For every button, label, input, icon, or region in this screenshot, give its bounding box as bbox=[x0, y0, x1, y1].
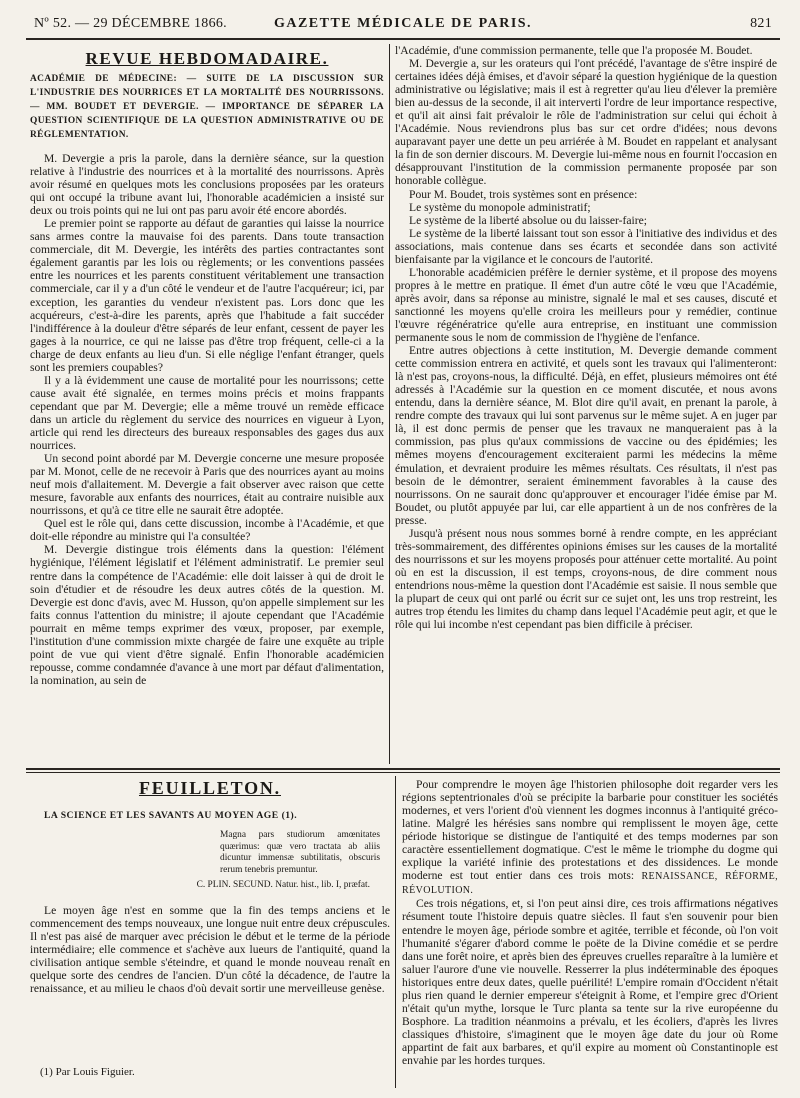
paragraph-text: Pour comprendre le moyen âge l'historien philosophe doit regarder vers les régions septentrionales d'où se précipite la barbarie pour constituer les sociétés modernes, et vers l'orient d'où viennent les dogmes inconnus à l'antiquité gréco-latine. Malgré les hérésies sans nombre qui remplissent le moyen âge, cette période historique se distingue de l'antiquité et des temps modernes par son caractère essentiellement dogmatique. C'est le même le triomphe du dogme qui explique la variété infinie des protestations et des dissidences. Le monde moderne est tout entier dans ces trois mots: bbox=[402, 778, 778, 883]
paragraph: Il y a là évidemment une cause de mortalité pour les nourrissons; cette cause avait été signalée, en termes moins précis et moins frappants cependant que par M. Devergie; elle a même trouvé un remède efficace dans un article du règlement du service des nourrices en vigueur à Lyon, article qui rend les directeurs des bureaux responsables des gages dus aux nourrices. bbox=[30, 373, 384, 453]
paragraph: Le moyen âge n'est en somme que la fin des temps anciens et le commencement des temps nouveaux, une longue nuit entre deux crépuscules. Il n'est pas aisé de marquer avec précision le début et le terme de la période intermédiaire; elle commence et s'achève aux lueurs de l'antiquité, quand la civilisation antique semble s'éteindre, et quand le monde nouveau renaît en quelque sorte des cendres de l'ancien. D'un côté la décadence, de l'autre la renaissance, et au milieu le chaos d'où devait sortir une merveilleuse genèse. bbox=[30, 903, 390, 995]
paragraph: Un second point abordé par M. Devergie concerne une mesure proposée par M. Monot, celle de ne recevoir à Paris que des nourrices ayant au moins neuf mois d'allaitement. M. Devergie a fait observer avec raison que cette mesure, favorable aux enfants des nourrices, était au contraire nuisible aux nourrissons, et qu'à ce titre elle ne saurait être adoptée. bbox=[30, 452, 384, 518]
paragraph: Le système de la liberté laissant tout son essor à l'initiative des individus et des associations, mais contenue dans ses écarts et secondée dans son activité bienfaisante par la vigilance et le concours de l'autorité. bbox=[395, 226, 777, 266]
column-divider-top bbox=[389, 44, 390, 764]
revue-column-right bbox=[395, 44, 777, 764]
feuilleton-title: FEUILLETON. bbox=[138, 778, 281, 798]
feuilleton-rule bbox=[26, 768, 780, 770]
three-words: RENAISSANCE, RÉFORME, RÉVOLUTION. bbox=[402, 871, 778, 897]
paragraph: Quel est le rôle qui, dans cette discussion, incombe à l'Académie, et que doit-elle répondre au ministre qui l'a consultée? bbox=[30, 517, 384, 544]
feuilleton-rule-2 bbox=[26, 772, 780, 773]
issue-date: Nº 52. — 29 DÉCEMBRE 1866. bbox=[34, 16, 227, 31]
journal-title: GAZETTE MÉDICALE DE PARIS. bbox=[273, 16, 533, 31]
epigraph: Magna pars studiorum amœnitates quærimus: quæ vero tractata ab aliis dicuntur immensæ subtilitatis, obscuris rerum tenebris premuntur. bbox=[220, 830, 380, 875]
footnote: (1) Par Louis Figuier. bbox=[40, 1066, 135, 1078]
feuilleton-column-right bbox=[402, 778, 778, 1090]
paragraph: Le premier point se rapporte au défaut de garanties qui laisse la nourrice sans armes contre la mauvaise foi des parents. Dans toute transaction commerciale, dit M. Devergie, les intérêts des parties contractantes sont également garantis par les lois ou règlements; or les conventions passées entre les nourrices et les parents constituent véritablement une transaction commerciale, car il y a d'un côté le vendeur et de l'autre l'acquéreur; ici, par exception, les garanties du vendeur n'existent pas. Lors donc que les acquéreurs, c'est-à-dire les parents, après que l'habitude a fait succéder l'indifférence à la douleur d'être séparés de leur enfant, cessent de payer les gages à la nourrice, ce qui ne laisse pas d'être trop fréquent, celle-ci a la charge de deux enfants au lieu d'un. Si elle néglige l'enfant étranger, quels sont les premiers coupables? bbox=[30, 217, 384, 374]
page-number: 821 bbox=[750, 16, 772, 31]
header-rule bbox=[26, 38, 780, 40]
paragraph: Le système de la liberté absolue ou du laisser-faire; bbox=[409, 213, 647, 227]
paragraph: M. Devergie distingue trois éléments dans la question: l'élément hygiénique, l'élément législatif et l'élément administratif. Le premier seul rentre dans la compétence de l'Académie: elle doit laisser à qui de droit le soin d'étudier et de résoudre les deux autres côtés de la question. M. Devergie est donc d'avis, avec M. Husson, qu'on appelle simplement sur les faits connus l'attention du ministre; il ajoute cependant que l'Académie pourrait en même temps exprimer des vœux, proposer, par exemple, l'institution d'une commission mixte chargée de faire une exquête au triple point de vue qui vient d'être signalé. Enfin l'honorable académicien repousse, comme condamnée d'avance à une mort par défaut d'alimentation, la nomination, au sein de bbox=[30, 543, 384, 687]
paragraph: L'honorable académicien préfère le dernier système, et il propose des moyens propres à le mettre en pratique. Il émet d'un autre côté le vœu que l'Académie, après avoir, dans sa réponse au ministre, signalé le mal et ses causes, discuté et sanctionné les moyens qu'elle croira les meilleurs pour y remédier, continue l'œuvre régénératrice qu'elle aura entreprise, en instituant une commission permanente sous le nom de commission de l'hygiène de l'enfance. bbox=[395, 265, 777, 345]
paragraph: Entre autres objections à cette institution, M. Devergie demande comment cette commission entrera en activité, et quels sont les travaux qui l'alimenteront: là n'est pas, croyons-nous, la difficulté. Déjà, en effet, plusieurs mémoires ont été adressés à l'Académie sur la question en ce moment discutée, et nous avons entendu, dans la dernière séance, M. Blot dire qu'il avait, en prenant la parole, à rendre compte des travaux qui lui sont parvenus sur le même sujet. A en juger par là, il est donc permis de penser que les travaux ne manqueraient pas à la commission, pas plus qu'aux commissions de vaccine ou des épidémies; les mêmes moyens d'encouragement exciteraient parmi les médecins la même émulation, et devraient produire les mêmes résultats. Ces résultats, il n'est pas besoin de le démontrer, seraient éminemment favorables à la cause des nourrissons. On ne saurait donc qu'approuver et encourager l'idée émise par M. Boudet, ou plutôt appuyée par lui, car elle appartient à un de nos confrères de la presse. bbox=[395, 344, 777, 527]
paragraph bbox=[402, 778, 778, 897]
paragraph: M. Devergie a, sur les orateurs qui l'ont précédé, l'avantage de s'être inspiré de certaines idées déjà émises, et d'avoir séparé la question hygiénique de la question administrative ou législative; mais il est à regretter qu'au lieu d'élever la première bien au-dessus de la seconde, il ait interverti l'ordre de leur importance respective, et qu'il ait ainsi fait prévaloir le rôle de l'administration sur celui qui échoit à l'Académie. Nous reviendrons plus bas sur cet ordre d'idées; nous devons auparavant payer une dette un peu arriérée à M. Boudet en rappelant et analysant la fin de son dernier discours. M. Devergie lui-même nous en fournit l'occasion en désapprouvant l'institution de la commission permanente proposée par son honorable collègue. bbox=[395, 57, 777, 188]
paragraph: M. Devergie a pris la parole, dans la dernière séance, sur la question relative à l'industrie des nourrices et à la mortalité des nourrissons. Après avoir résumé en quelques mots les conclusions proposées par les orateurs qui ont occupé la tribune avant lui, l'honorable académicien a insisté sur deux ou trois points qui ne lui ont pas paru avoir été encore abordés. bbox=[30, 152, 384, 218]
revue-summary: ACADÉMIE DE MÉDECINE: — SUITE DE LA DISCUSSION SUR L'INDUSTRIE DES NOURRICES ET LA MORTALITÉ DES NOURRISSONS. — MM. BOUDET ET DEVERGIE. — IMPORTANCE DE SÉPARER LA QUESTION SCIENTIFIQUE DE LA QUESTION ADMINISTRATIVE OU DE RÉGLEMENTATION. bbox=[30, 74, 384, 140]
revue-title: REVUE HEBDOMADAIRE. bbox=[85, 49, 329, 68]
revue-column-left bbox=[30, 44, 384, 764]
column-divider-bottom bbox=[395, 776, 396, 1088]
paragraph: Pour M. Boudet, trois systèmes sont en présence: bbox=[409, 187, 638, 201]
epigraph-source: C. PLIN. SECUND. Natur. hist., lib. I, præfat. bbox=[196, 880, 370, 891]
article-title: LA SCIENCE ET LES SAVANTS AU MOYEN AGE (1). bbox=[44, 810, 298, 822]
page-header bbox=[28, 14, 778, 36]
paragraph: Jusqu'à présent nous nous sommes borné à rendre compte, en les appréciant très-sommairement, des différentes opinions émises sur les causes de la mortalité des nourrissons et sur les moyens proposés pour atténuer cette mortalité. Au point où en est la discussion, il est temps, croyons-nous, de dire comment nous entendrions nous-même la question dont l'Académie est saisie. Il nous semble que la plupart de ceux qui ont parlé ou écrit sur ce sujet ont, les uns trop restreint, les autres trop étendu les limites du champ dans lequel l'Académie peut agir, et que le rôle qui lui incombe n'est cependant pas bien difficile à préciser. bbox=[395, 526, 777, 632]
paragraph: Ces trois négations, et, si l'on peut ainsi dire, ces trois affirmations négatives résument toute l'histoire depuis quatre siècles. Il faut s'en souvenir pour bien entendre le moyen âge, période sombre et agitée, terrible et féconde, où l'on voit l'humanité s'égarer d'abord comme le poëte de la Divine comédie et se perdre dans une forêt noire, et après bien des épreuves cruelles reparaître à la lumière et saluer l'aurore d'une vie nouvelle. Resserrer la plus indéterminable des époques historiques entre deux dates, quelle puérilité! L'empire romain d'Occident n'était plus rien quand le dernier empereur s'éteignit à Rome, et l'empire grec d'Orient n'était qu'un mythe, lorsque le Turc planta sa tente sur la rive européenne du Bosphore. La tradition néanmoins a prévalu, et les écoliers, d'après les livres classiques d'histoire, s'imaginent que le moyen âge date du jour où Rome appartint de fait aux barbares, et qu'il expire au moment où Constantinople est envahie par les hordes turques. bbox=[402, 897, 778, 1067]
paragraph: Le système du monopole administratif; bbox=[409, 200, 591, 214]
feuilleton-column-left bbox=[30, 778, 390, 1060]
paragraph: l'Académie, d'une commission permanente, telle que l'a proposée M. Boudet. bbox=[395, 44, 753, 57]
